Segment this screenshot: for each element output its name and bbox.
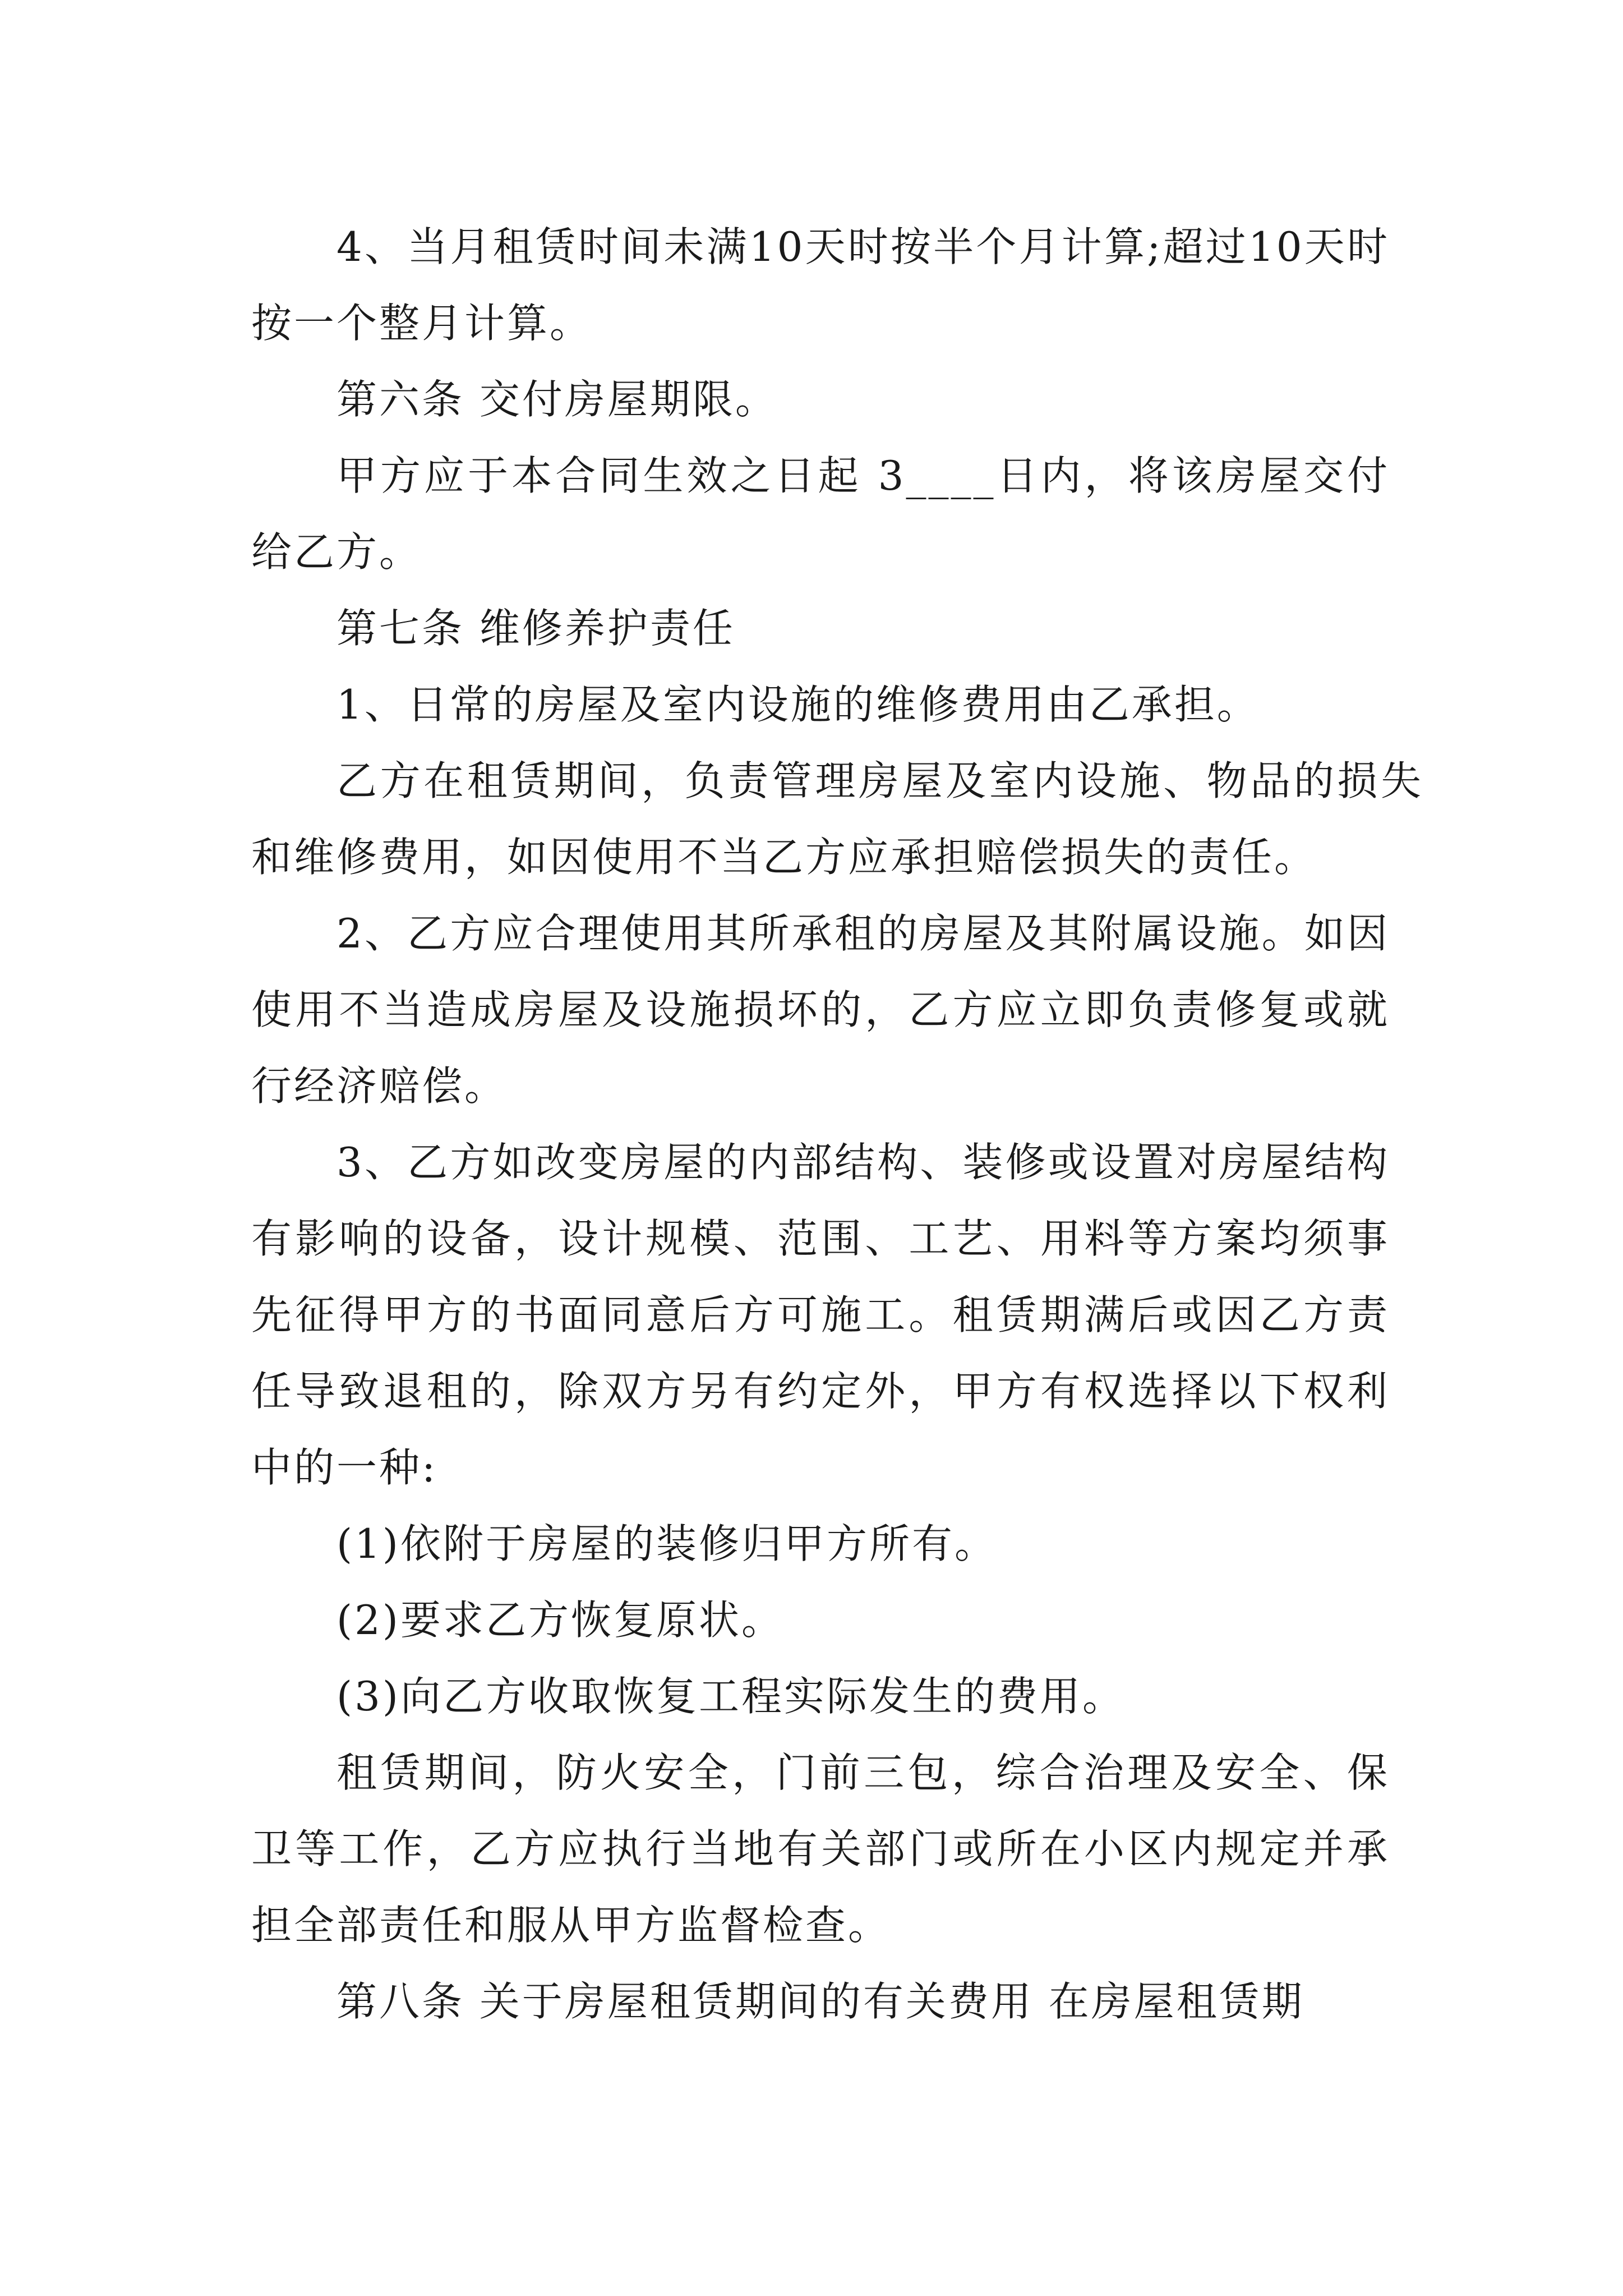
paragraph-tenant-management: 乙方在租赁期间，负责管理房屋及室内设施、物品的损失和维修费用，如因使用不当乙方应承担赔偿损失的责任。 — [251, 757, 1423, 881]
paragraph-safety-duties: 租赁期间，防火安全，门前三包，综合治理及安全、保卫等工作，乙方应执行当地有关部门或所在小区内规定并承担全部责任和服从甲方监督检查。 — [251, 1749, 1390, 1949]
heading-article-8: 第八条 关于房屋租赁期间的有关费用 在房屋租赁期 — [336, 1978, 1304, 2025]
paragraph-maintenance-1: 1、日常的房屋及室内设施的维修费用由乙承担。 — [336, 681, 1260, 728]
contract-text — [251, 209, 1423, 2040]
paragraph-delivery-deadline: 甲方应于本合同生效之日起 3____日内，将该房屋交付给乙方。 — [251, 452, 1390, 576]
heading-article-6: 第六条 交付房屋期限。 — [336, 376, 778, 423]
list-item-option-2: (2)要求乙方恢复原状。 — [336, 1596, 784, 1644]
paragraph-maintenance-3: 3、乙方如改变房屋的内部结构、装修或设置对房屋结构有影响的设备，设计规模、范围、工艺、用料等方案均须事先征得甲方的书面同意后方可施工。租赁期满后或因乙方责任导致退租的，除双方另有约定外，甲方有权选择以下权利中的一种: — [251, 1139, 1390, 1491]
paragraph-rent-calculation: 4、当月租赁时间未满10天时按半个月计算;超过10天时按一个整月计算。 — [251, 223, 1390, 347]
list-item-option-1: (1)依附于房屋的装修归甲方所有。 — [336, 1520, 997, 1567]
paragraph-maintenance-2: 2、乙方应合理使用其所承租的房屋及其附属设施。如因使用不当造成房屋及设施损坏的，乙方应立即负责修复或就行经济赔偿。 — [251, 910, 1390, 1110]
heading-article-7: 第七条 维修养护责任 — [336, 605, 735, 652]
list-item-option-3: (3)向乙方收取恢复工程实际发生的费用。 — [336, 1673, 1125, 1720]
